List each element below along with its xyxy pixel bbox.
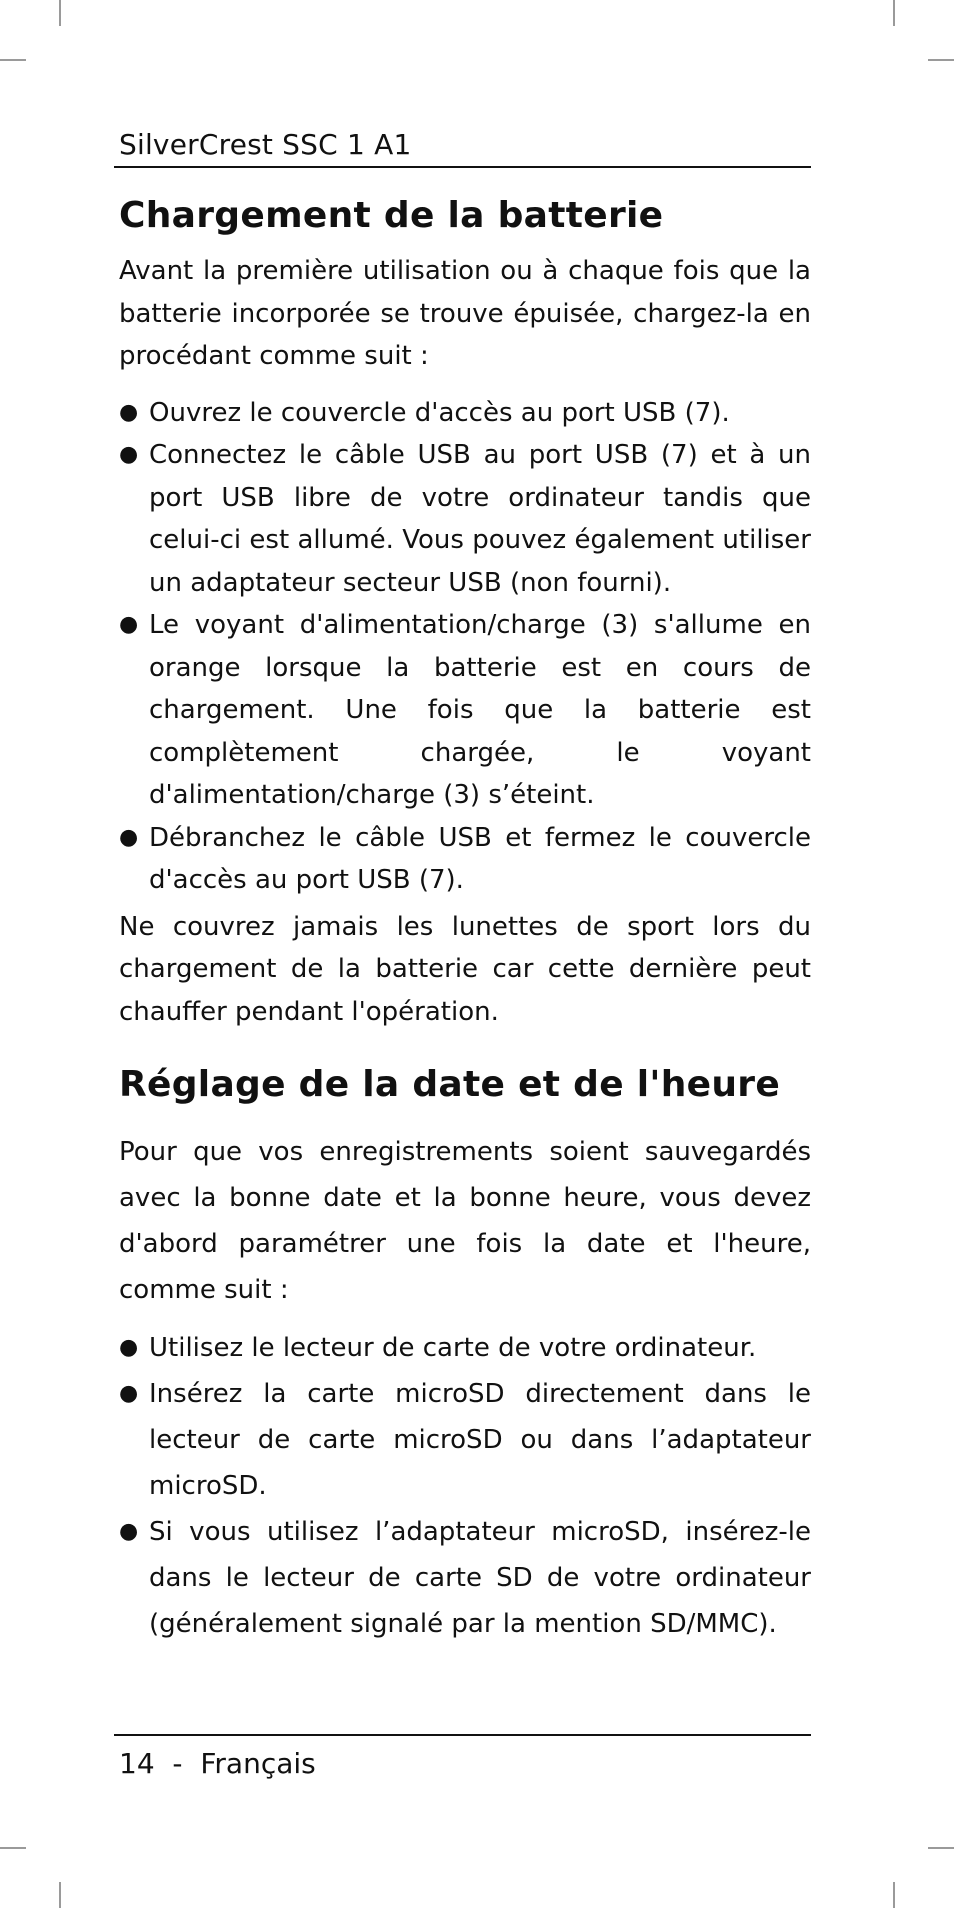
bullet-icon: ● xyxy=(119,1519,139,1544)
crop-mark xyxy=(928,59,954,61)
bullet-icon: ● xyxy=(119,612,139,637)
bullet-icon: ● xyxy=(119,1381,139,1406)
crop-mark xyxy=(893,1882,895,1908)
page-footer xyxy=(114,1734,811,1784)
crop-mark xyxy=(893,0,895,26)
list-item xyxy=(119,817,811,902)
list-item xyxy=(119,1371,811,1509)
page-content xyxy=(119,126,811,1647)
crop-mark xyxy=(59,0,61,26)
crop-mark xyxy=(59,1882,61,1908)
bullet-icon: ● xyxy=(119,824,139,850)
list-item-text: Insérez la carte microSD directement dans le lecteur de carte microSD ou dans l’adaptateur microSD. xyxy=(149,1379,811,1501)
section-note: Ne couvrez jamais les lunettes de sport lors du chargement de la batterie car cette dernière peut chauffer pendant l'opération. xyxy=(119,911,811,1027)
section-title: Chargement de la batterie xyxy=(119,195,664,236)
section-intro: Avant la première utilisation ou à chaque fois que la batterie incorporée se trouve épuisée, chargez-la en procédant comme suit : xyxy=(119,256,811,371)
section-title: Réglage de la date et de l'heure xyxy=(119,1064,781,1105)
list-item-text: Utilisez le lecteur de carte de votre ordinateur. xyxy=(149,1333,757,1363)
section-date-time xyxy=(119,1063,811,1647)
bullet-list xyxy=(119,392,811,902)
crop-mark xyxy=(0,1847,26,1849)
list-item xyxy=(119,604,811,817)
section-battery-charging xyxy=(119,194,811,1033)
bullet-icon: ● xyxy=(119,399,139,425)
list-item xyxy=(119,1325,811,1371)
list-item-text: Débranchez le câble USB et fermez le couvercle d'accès au port USB (7). xyxy=(149,822,811,895)
list-item-text: Ouvrez le couvercle d'accès au port USB (7). xyxy=(149,397,730,428)
crop-mark xyxy=(928,1847,954,1849)
list-item xyxy=(119,434,811,604)
crop-mark xyxy=(0,59,26,61)
list-item-text: Le voyant d'alimentation/charge (3) s'allume en orange lorsque la batterie est en cours de chargement. Une fois que la batterie est complètement chargée, le voyant d'alimentation/charge (3) s’éteint. xyxy=(149,610,811,810)
page-number-label: 14 - Français xyxy=(119,1747,316,1780)
list-item-text: Connectez le câble USB au port USB (7) et à un port USB libre de votre ordinateur tandis que celui-ci est allumé. Vous pouvez également utiliser un adaptateur secteur USB (non fourni). xyxy=(149,440,811,598)
bullet-icon: ● xyxy=(119,1335,139,1360)
bullet-icon: ● xyxy=(119,442,139,467)
header-rule xyxy=(114,166,811,168)
list-item-text: Si vous utilisez l’adaptateur microSD, insérez-le dans le lecteur de carte SD de votre ordinateur (généralement signalé par la mention SD/MMC). xyxy=(149,1517,811,1639)
footer-rule xyxy=(114,1734,811,1736)
section-intro: Pour que vos enregistrements soient sauvegardés avec la bonne date et la bonne heure, vous devez d'abord paramétrer une fois la date et l'heure, comme suit : xyxy=(119,1137,811,1305)
list-item xyxy=(119,392,811,435)
list-item xyxy=(119,1509,811,1647)
running-header: SilverCrest SSC 1 A1 xyxy=(119,128,412,161)
bullet-list xyxy=(119,1325,811,1647)
